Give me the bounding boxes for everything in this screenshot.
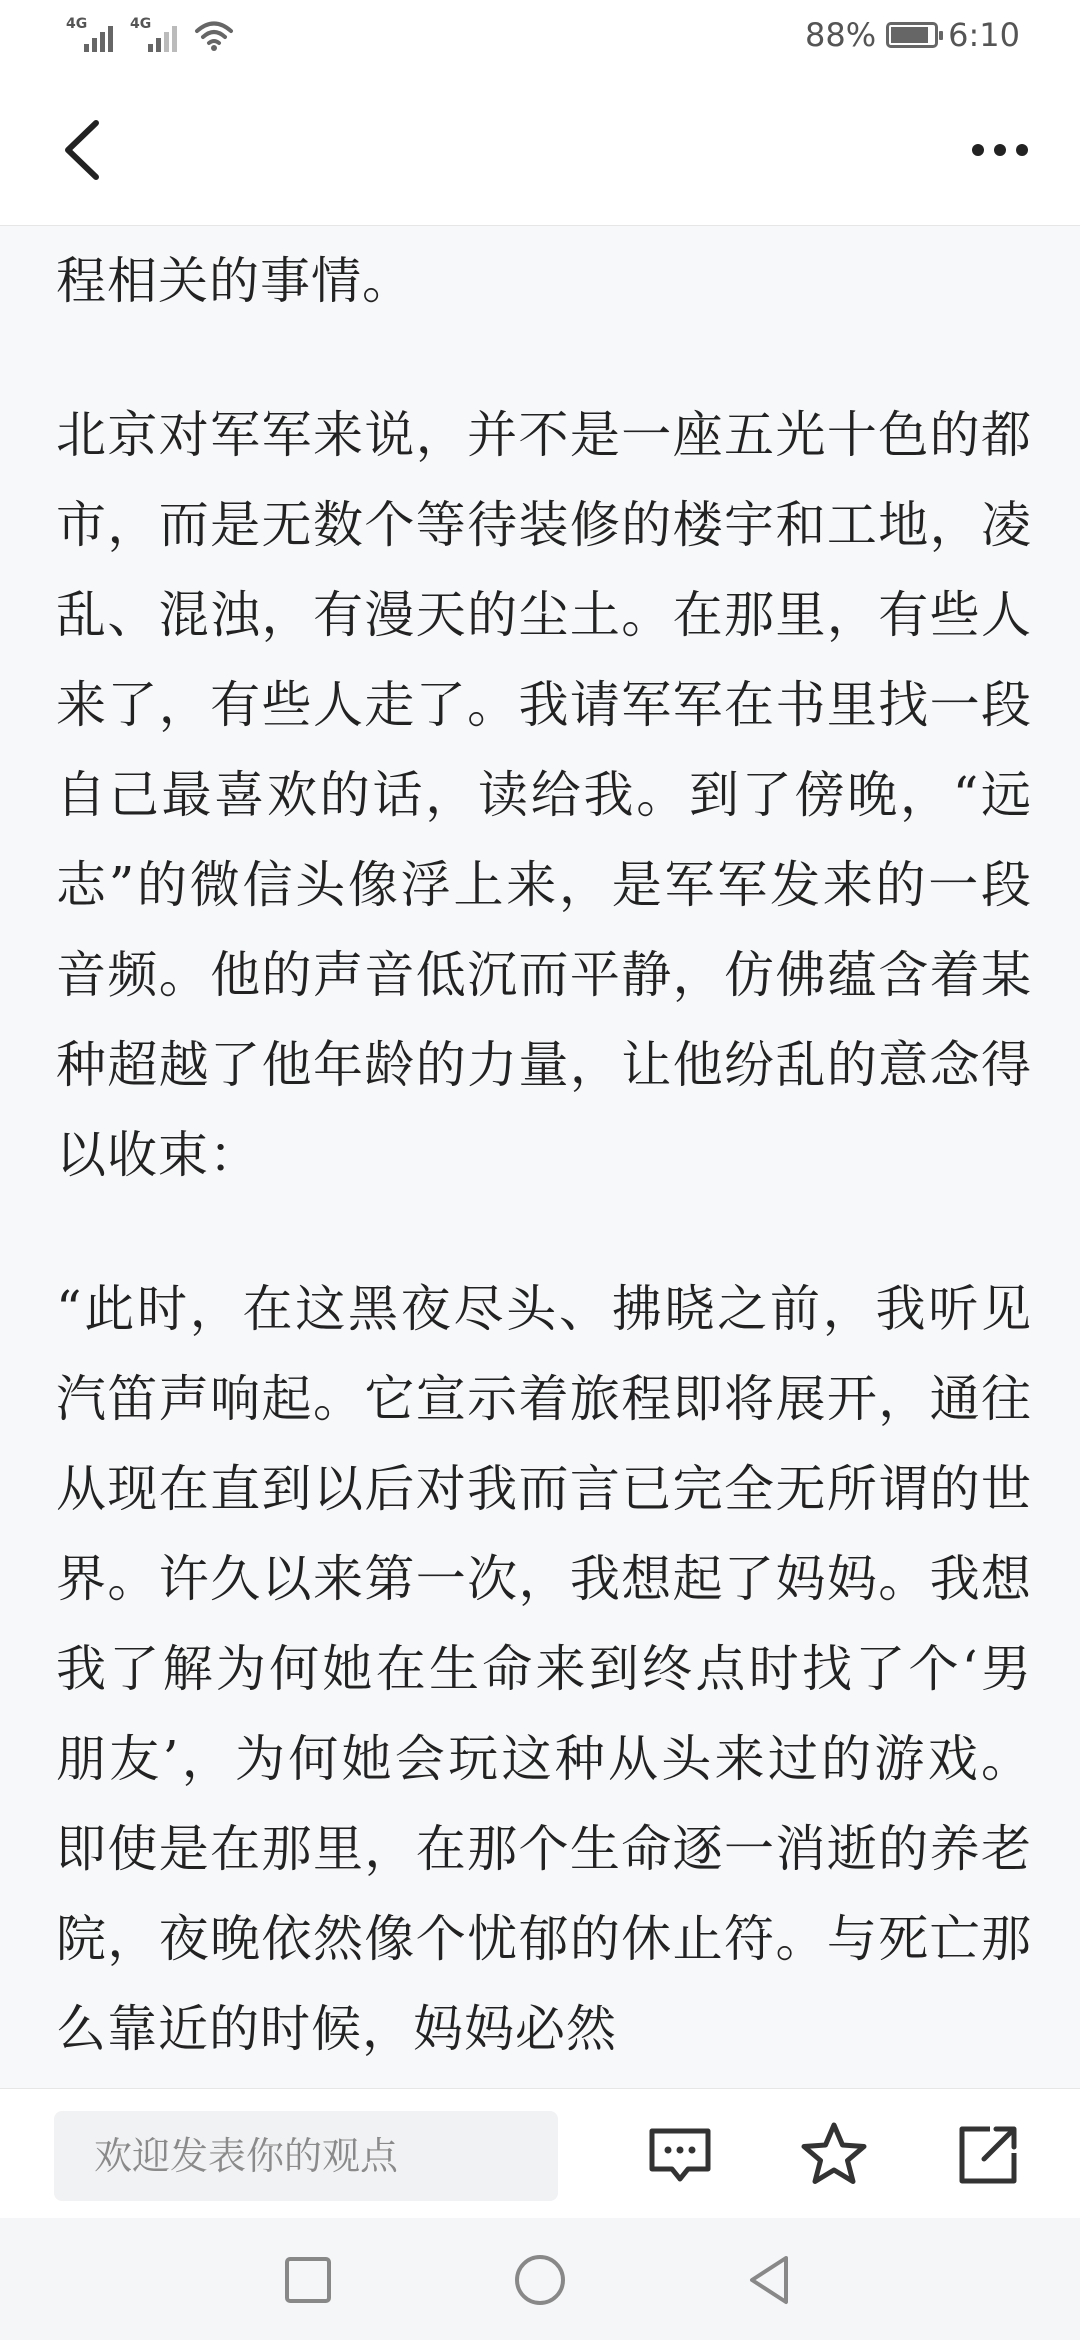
battery-fill: [891, 27, 928, 43]
article-paragraph: 北京对军军来说，并不是一座五光十色的都市，而是无数个等待装修的楼宇和工地，凌乱、混浊，有漫天的尘土。在那里，有些人来了，有些人走了。我请军军在书里找一段自己最喜欢的话，读给我。到了傍晚，“远志”的微信头像浮上来，是军军发来的一段音频。他的声音低沉而平静，仿佛蕴含着某种超越了他年龄的力量，让他纷乱的意念得以收束：: [56, 406, 1032, 1184]
bottom-action-bar: [0, 2088, 1080, 2219]
recent-apps-button[interactable]: [278, 2250, 338, 2310]
system-nav-bar: [0, 2218, 1080, 2340]
article-content: [56, 226, 1032, 2088]
home-button[interactable]: [510, 2250, 570, 2310]
top-app-bar: [0, 75, 1080, 226]
home-icon: [510, 2250, 570, 2310]
battery-icon: [886, 22, 938, 48]
more-options-button[interactable]: [960, 125, 1040, 175]
back-icon: [740, 2250, 800, 2310]
back-arrow-icon: [52, 113, 112, 187]
signal-icon: [130, 18, 180, 52]
article-paragraph: 程相关的事情。: [56, 252, 413, 310]
comment-input[interactable]: [54, 2111, 558, 2201]
favorite-button[interactable]: [798, 2119, 870, 2191]
article-paragraph: “此时，在这黑夜尽头、拂晓之前，我听见汽笛声响起。它宣示着旅程即将展开，通往从现在直到以后对我而言已完全无所谓的世界。许久以来第一次，我想起了妈妈。我想我了解为何她在生命来到终点时找了个‘男朋友’，为何她会玩这种从头来过的游戏。即使是在那里，在那个生命逐一消逝的养老院，夜晚依然像个忧郁的休止符。与死亡那么靠近的时候，妈妈必然: [56, 1280, 1032, 2058]
wifi-icon: [194, 18, 234, 52]
status-bar: [0, 0, 1080, 75]
more-dot: [1016, 144, 1028, 156]
signal-icon: [66, 18, 116, 52]
nav-back-button[interactable]: [740, 2250, 800, 2310]
share-icon: [952, 2119, 1024, 2191]
back-button[interactable]: [52, 113, 112, 187]
signal-label: 4G: [130, 16, 152, 32]
signal-label: 4G: [66, 16, 88, 32]
share-button[interactable]: [952, 2119, 1024, 2191]
comment-icon: [644, 2119, 716, 2191]
star-icon: [798, 2119, 870, 2191]
more-dot: [994, 144, 1006, 156]
status-right: [805, 16, 1020, 54]
comment-button[interactable]: [644, 2119, 716, 2191]
more-dots-icon: [972, 144, 984, 156]
clock: 6:10: [948, 16, 1020, 54]
battery-percent: 88%: [805, 16, 877, 54]
recent-apps-icon: [278, 2250, 338, 2310]
status-left: [66, 18, 234, 52]
